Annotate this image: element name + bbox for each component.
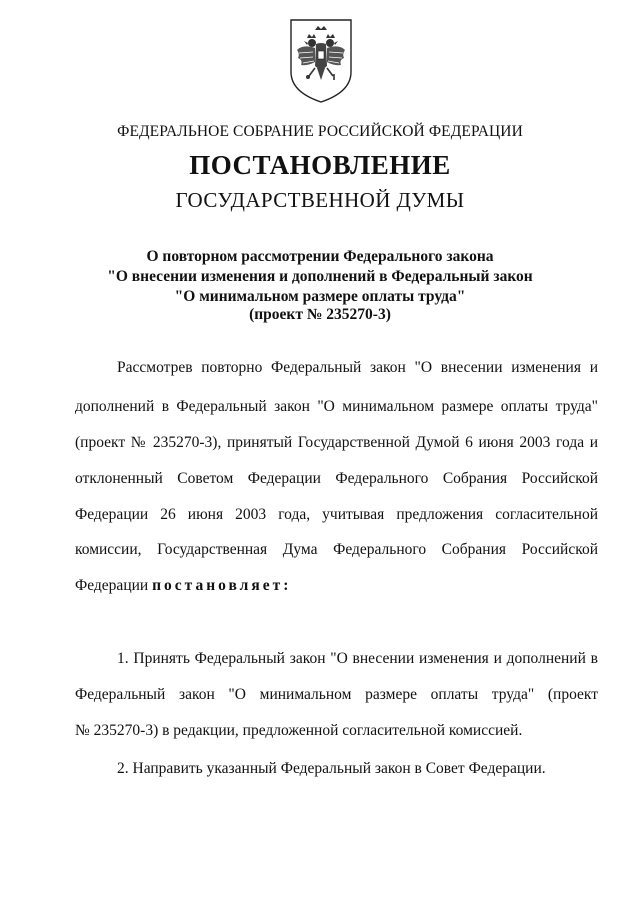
preamble-line-3: (проект № 235270-3), принятый Государственной Думой 6 июня 2003 года и — [75, 434, 598, 451]
subject-line-1: О повторном рассмотрении Федерального закона — [146, 248, 494, 265]
preamble-line-6: комиссии, Государственная Дума Федерального Собрания Российской — [75, 541, 598, 558]
preamble-line-5: Федерации 26 июня 2003 года, учитывая предложения согласительной — [75, 506, 598, 523]
decree-word: постановляет: — [152, 577, 292, 594]
preamble-line-2: дополнений в Федеральный закон "О минимальном размере оплаты труда" — [75, 398, 598, 415]
coat-of-arms-emblem — [285, 16, 357, 106]
subject-line-2: "О внесении изменения и дополнений в Федеральный закон — [107, 268, 533, 285]
preamble-line-7 — [75, 577, 598, 595]
item-2-text: 2. Направить указанный Федеральный закон в Совет Федерации. — [117, 760, 546, 777]
preamble-line-1: Рассмотрев повторно Федеральный закон "О внесении изменения и — [117, 359, 598, 376]
item-1-line-2: Федеральный закон "О минимальном размере оплаты труда" (проект — [75, 686, 598, 703]
preamble-last-line-prefix: Федерации — [75, 577, 153, 594]
document-type-title: ПОСТАНОВЛЕНИЕ — [189, 150, 451, 180]
subject-line-3: "О минимальном размере оплаты труда" — [174, 288, 466, 305]
document-issuer: ГОСУДАРСТВЕННОЙ ДУМЫ — [175, 188, 465, 212]
subject-line-4: (проект № 235270-3) — [249, 306, 391, 323]
item-1-line-1: 1. Принять Федеральный закон "О внесении изменения и дополнений в — [117, 650, 598, 667]
preamble-line-4: отклоненный Советом Федерации Федерального Собрания Российской — [75, 470, 598, 487]
double-headed-eagle-icon — [285, 16, 357, 106]
item-1-line-3: № 235270-3) в редакции, предложенной согласительной комиссией. — [75, 722, 523, 739]
assembly-name: ФЕДЕРАЛЬНОЕ СОБРАНИЕ РОССИЙСКОЙ ФЕДЕРАЦИИ — [117, 123, 523, 140]
